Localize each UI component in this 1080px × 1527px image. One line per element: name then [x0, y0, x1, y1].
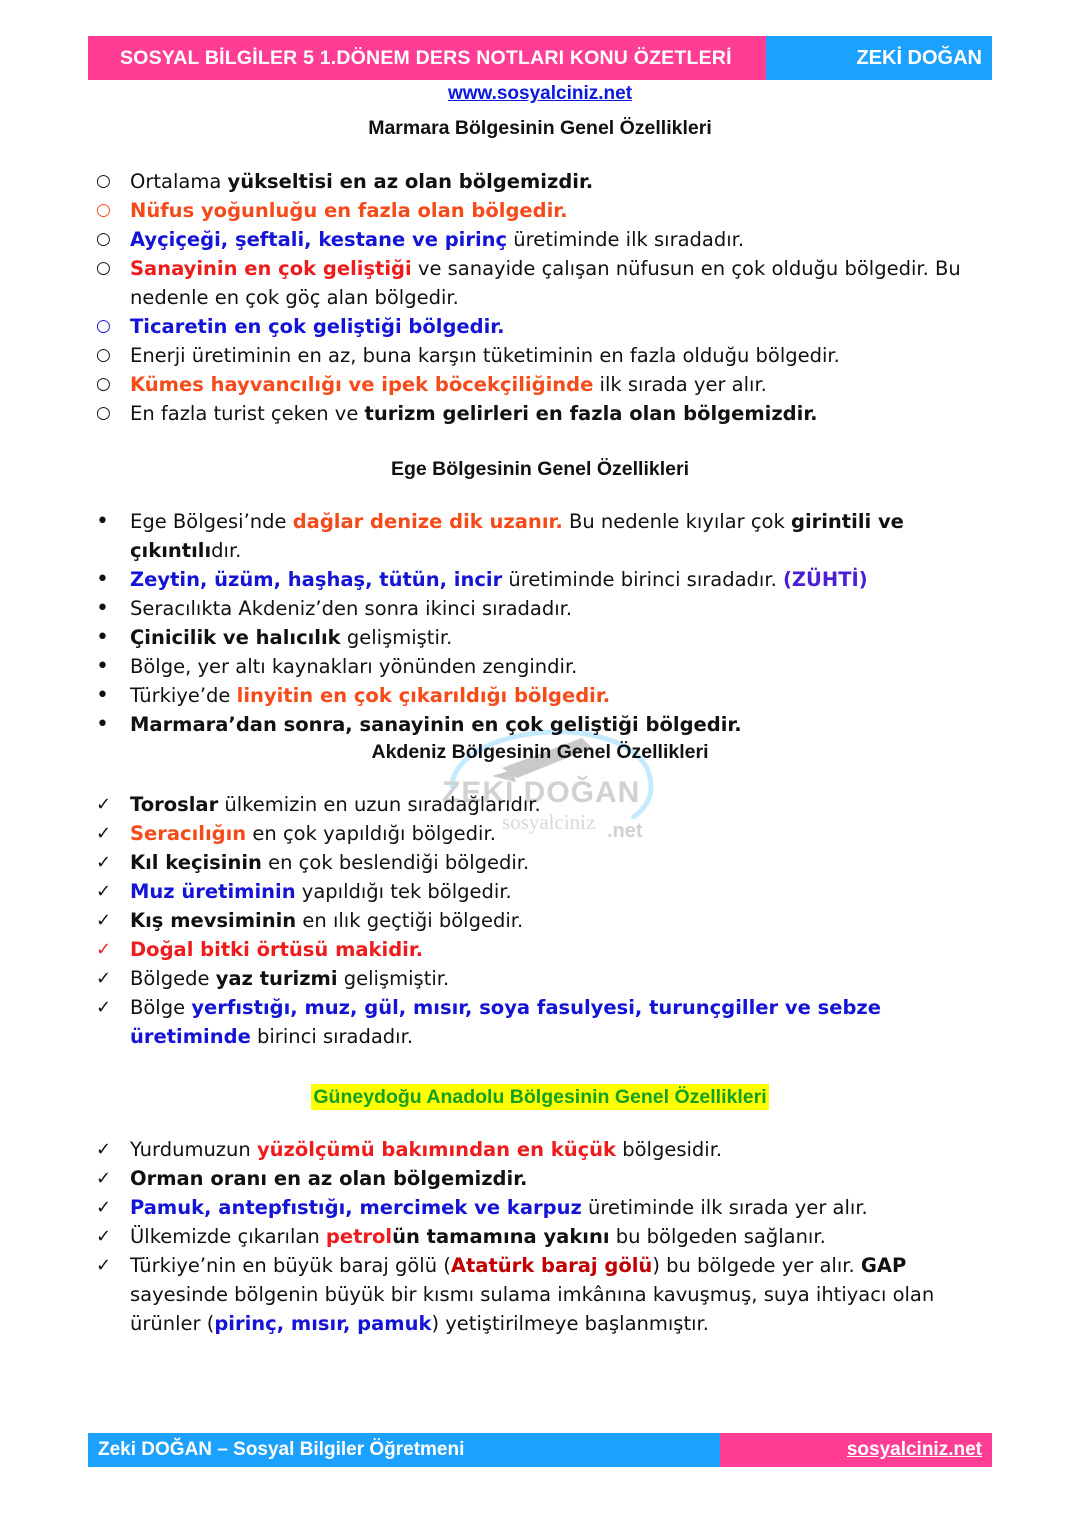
circle-bullet-icon: ○	[96, 374, 111, 394]
text-run: Marmara’dan sonra, sanayinin en çok geliştiği bölgedir.	[130, 713, 742, 736]
list-item	[96, 565, 996, 594]
list-item	[96, 652, 996, 681]
text-run: Türkiye’nin en büyük baraj gölü (	[130, 1254, 451, 1277]
footer-bar	[88, 1433, 992, 1467]
text-run: (ZÜHTİ)	[782, 568, 868, 591]
text-run: ) bu bölgede yer alır.	[652, 1254, 861, 1277]
list-item	[96, 877, 996, 906]
text-run: yerfıstığı, muz, gül, mısır, soya fasulyesi, turunçgiller ve sebze üretiminde	[130, 996, 881, 1048]
text-run: yüzölçümü bakımından en küçük	[256, 1138, 617, 1161]
text-run: girintili ve çıkıntılı	[130, 510, 904, 562]
text-run: Pamuk, antepfıstığı, mercimek ve karpuz	[130, 1196, 582, 1219]
checkmark-icon: ✓	[96, 1197, 112, 1218]
watermark-tld: .net	[607, 820, 643, 842]
checkmark-icon: ✓	[96, 1255, 112, 1276]
list-item	[96, 1193, 996, 1222]
list-item	[96, 819, 996, 848]
text-run: gelişmiştir.	[337, 967, 450, 990]
text-run: üretiminde birinci sıradadır.	[502, 568, 783, 591]
text-run: GAP	[860, 1254, 907, 1277]
marmara-list	[96, 167, 996, 428]
text-run: Ülkemizde çıkarılan	[130, 1225, 326, 1248]
text-run: En fazla turist çeken ve	[130, 402, 365, 425]
list-item	[96, 507, 996, 565]
text-run: Yurdumuzun	[130, 1138, 257, 1161]
text-run: bölgesidir.	[616, 1138, 723, 1161]
text-run: Enerji üretiminin en az, buna karşın tüketiminin en fazla olduğu bölgedir.	[130, 344, 840, 367]
list-item	[96, 225, 996, 254]
text-run: Ticaretin en çok geliştiği bölgedir.	[130, 315, 505, 338]
text-run: Kış mevsiminin	[130, 909, 297, 932]
checkmark-icon: ✓	[96, 939, 112, 960]
list-item	[96, 1251, 996, 1338]
dot-bullet-icon: •	[96, 683, 109, 708]
text-run: Bölge	[130, 996, 192, 1019]
section-title-akdeniz: Akdeniz Bölgesinin Genel Özellikleri	[371, 741, 709, 763]
guneydogu-list	[96, 1135, 996, 1338]
section-title-ege: Ege Bölgesinin Genel Özellikleri	[390, 458, 689, 480]
text-run: ve sanayide çalışan nüfusun en çok olduğu bölgedir. Bu nedenle en çok göç alan bölgedir.	[130, 257, 961, 309]
list-item	[96, 1164, 996, 1193]
text-run: Zeytin, üzüm, haşhaş, tütün, incir	[130, 568, 503, 591]
footer-site-link[interactable]: sosyalciniz.net	[846, 1439, 982, 1460]
dot-bullet-icon: •	[96, 567, 109, 592]
dot-bullet-icon: •	[96, 654, 109, 679]
section-title-marmara: Marmara Bölgesinin Genel Özellikleri	[368, 117, 712, 139]
circle-bullet-icon: ○	[96, 258, 111, 278]
text-run: yükseltisi en az olan bölgemizdir.	[227, 170, 594, 193]
text-run: birinci sıradadır.	[250, 1025, 414, 1048]
text-run: ün tamamına yakını	[392, 1225, 610, 1248]
text-run: pirinç, mısır, pamuk	[214, 1312, 432, 1335]
highlighted-title: Güneydoğu Anadolu Bölgesinin Genel Özellikleri	[313, 1086, 767, 1108]
text-run: Nüfus yoğunluğu en fazla olan bölgedir.	[130, 199, 568, 222]
dot-bullet-icon: •	[96, 625, 109, 650]
circle-bullet-icon: ○	[96, 403, 111, 423]
list-item	[96, 964, 996, 993]
list-item	[96, 167, 996, 196]
checkmark-icon: ✓	[96, 910, 112, 931]
circle-bullet-icon: ○	[96, 200, 111, 220]
list-item	[96, 370, 996, 399]
document-title: SOSYAL BİLGİLER 5 1.DÖNEM DERS NOTLARI KONU ÖZETLERİ	[88, 36, 766, 80]
text-run: Kıl keçisinin	[130, 851, 262, 874]
header-bar	[88, 36, 992, 80]
list-item	[96, 1222, 996, 1251]
text-run: Atatürk baraj gölü	[450, 1254, 653, 1277]
text-run: Seracılığın	[130, 822, 247, 845]
text-run: üretiminde ilk sıradadır.	[507, 228, 745, 251]
text-run: Sanayinin en çok geliştiği	[130, 257, 412, 280]
text-run: ) yetiştirilmeye başlanmıştır.	[431, 1312, 709, 1335]
checkmark-icon: ✓	[96, 1226, 112, 1247]
text-run: en çok beslendiği bölgedir.	[261, 851, 530, 874]
text-run: dır.	[211, 539, 242, 562]
author-name: ZEKİ DOĞAN	[766, 36, 992, 80]
ege-list	[96, 507, 996, 739]
text-run: dağlar denize dik uzanır.	[292, 510, 563, 533]
text-run: Orman oranı en az olan bölgemizdir.	[130, 1167, 528, 1190]
text-run: en çok yapıldığı bölgedir.	[246, 822, 496, 845]
text-run: sayesinde bölgenin büyük bir kısmı sulama imkânına kavuşmuş, suya ihtiyacı olan ürünler (	[130, 1283, 935, 1335]
website-link[interactable]: www.sosyalciniz.net	[447, 83, 633, 104]
dot-bullet-icon: •	[96, 509, 109, 534]
text-run: Kümes hayvancılığı ve ipek böcekçiliğinde	[130, 373, 594, 396]
text-run: yaz turizmi	[215, 967, 338, 990]
text-run: bu bölgeden sağlanır.	[609, 1225, 826, 1248]
text-run: gelişmiştir.	[340, 626, 453, 649]
checkmark-icon: ✓	[96, 881, 112, 902]
text-run: Ege Bölgesi’nde	[130, 510, 293, 533]
list-item	[96, 399, 996, 428]
text-run: ülkemizin en uzun sıradağlarıdır.	[218, 793, 541, 816]
list-item	[96, 341, 996, 370]
section-title-guneydogu	[0, 1086, 1080, 1109]
circle-bullet-icon: ○	[96, 229, 111, 249]
list-item	[96, 196, 996, 225]
text-run: Toroslar	[130, 793, 219, 816]
list-item	[96, 993, 996, 1051]
text-run: Bölge, yer altı kaynakları yönünden zengindir.	[130, 655, 578, 678]
text-run: yapıldığı tek bölgedir.	[295, 880, 512, 903]
footer-author: Zeki DOĞAN – Sosyal Bilgiler Öğretmeni	[88, 1433, 720, 1467]
akdeniz-list	[96, 790, 996, 1051]
text-run: turizm gelirleri en fazla olan bölgemizdir.	[364, 402, 818, 425]
text-run: Muz üretiminin	[130, 880, 296, 903]
list-item	[96, 681, 996, 710]
circle-bullet-icon: ○	[96, 316, 111, 336]
checkmark-icon: ✓	[96, 794, 112, 815]
footer-site-container	[720, 1433, 992, 1467]
text-run: Ortalama	[130, 170, 228, 193]
checkmark-icon: ✓	[96, 1139, 112, 1160]
checkmark-icon: ✓	[96, 852, 112, 873]
text-run: Ayçiçeği, şeftali, kestane ve pirinç	[130, 228, 508, 251]
circle-bullet-icon: ○	[96, 345, 111, 365]
list-item	[96, 848, 996, 877]
list-item	[96, 906, 996, 935]
list-item	[96, 312, 996, 341]
list-item	[96, 623, 996, 652]
list-item	[96, 790, 996, 819]
watermark-name: ZEKİ DOĞAN	[442, 776, 641, 809]
list-item	[96, 254, 996, 312]
text-run: linyitin en çok çıkarıldığı bölgedir.	[236, 684, 611, 707]
checkmark-icon: ✓	[96, 997, 112, 1018]
list-item	[96, 594, 996, 623]
text-run: Seracılıkta Akdeniz’den sonra ikinci sıradadır.	[130, 597, 573, 620]
text-run: Bölgede	[130, 967, 216, 990]
circle-bullet-icon: ○	[96, 171, 111, 191]
text-run: ilk sırada yer alır.	[593, 373, 767, 396]
dot-bullet-icon: •	[96, 596, 109, 621]
text-run: Bu nedenle kıyılar çok	[562, 510, 791, 533]
text-run: Türkiye’de	[130, 684, 237, 707]
site-link-container	[0, 83, 1080, 105]
list-item	[96, 710, 996, 739]
list-item	[96, 1135, 996, 1164]
text-run: en ılık geçtiği bölgedir.	[296, 909, 524, 932]
checkmark-icon: ✓	[96, 1168, 112, 1189]
dot-bullet-icon: •	[96, 712, 109, 737]
text-run: Çinicilik ve halıcılık	[130, 626, 341, 649]
list-item	[96, 935, 996, 964]
checkmark-icon: ✓	[96, 968, 112, 989]
checkmark-icon: ✓	[96, 823, 112, 844]
text-run: petrol	[325, 1225, 393, 1248]
text-run: Doğal bitki örtüsü makidir.	[130, 938, 424, 961]
text-run: üretiminde ilk sırada yer alır.	[581, 1196, 868, 1219]
watermark-site: sosyalciniz	[502, 810, 596, 834]
